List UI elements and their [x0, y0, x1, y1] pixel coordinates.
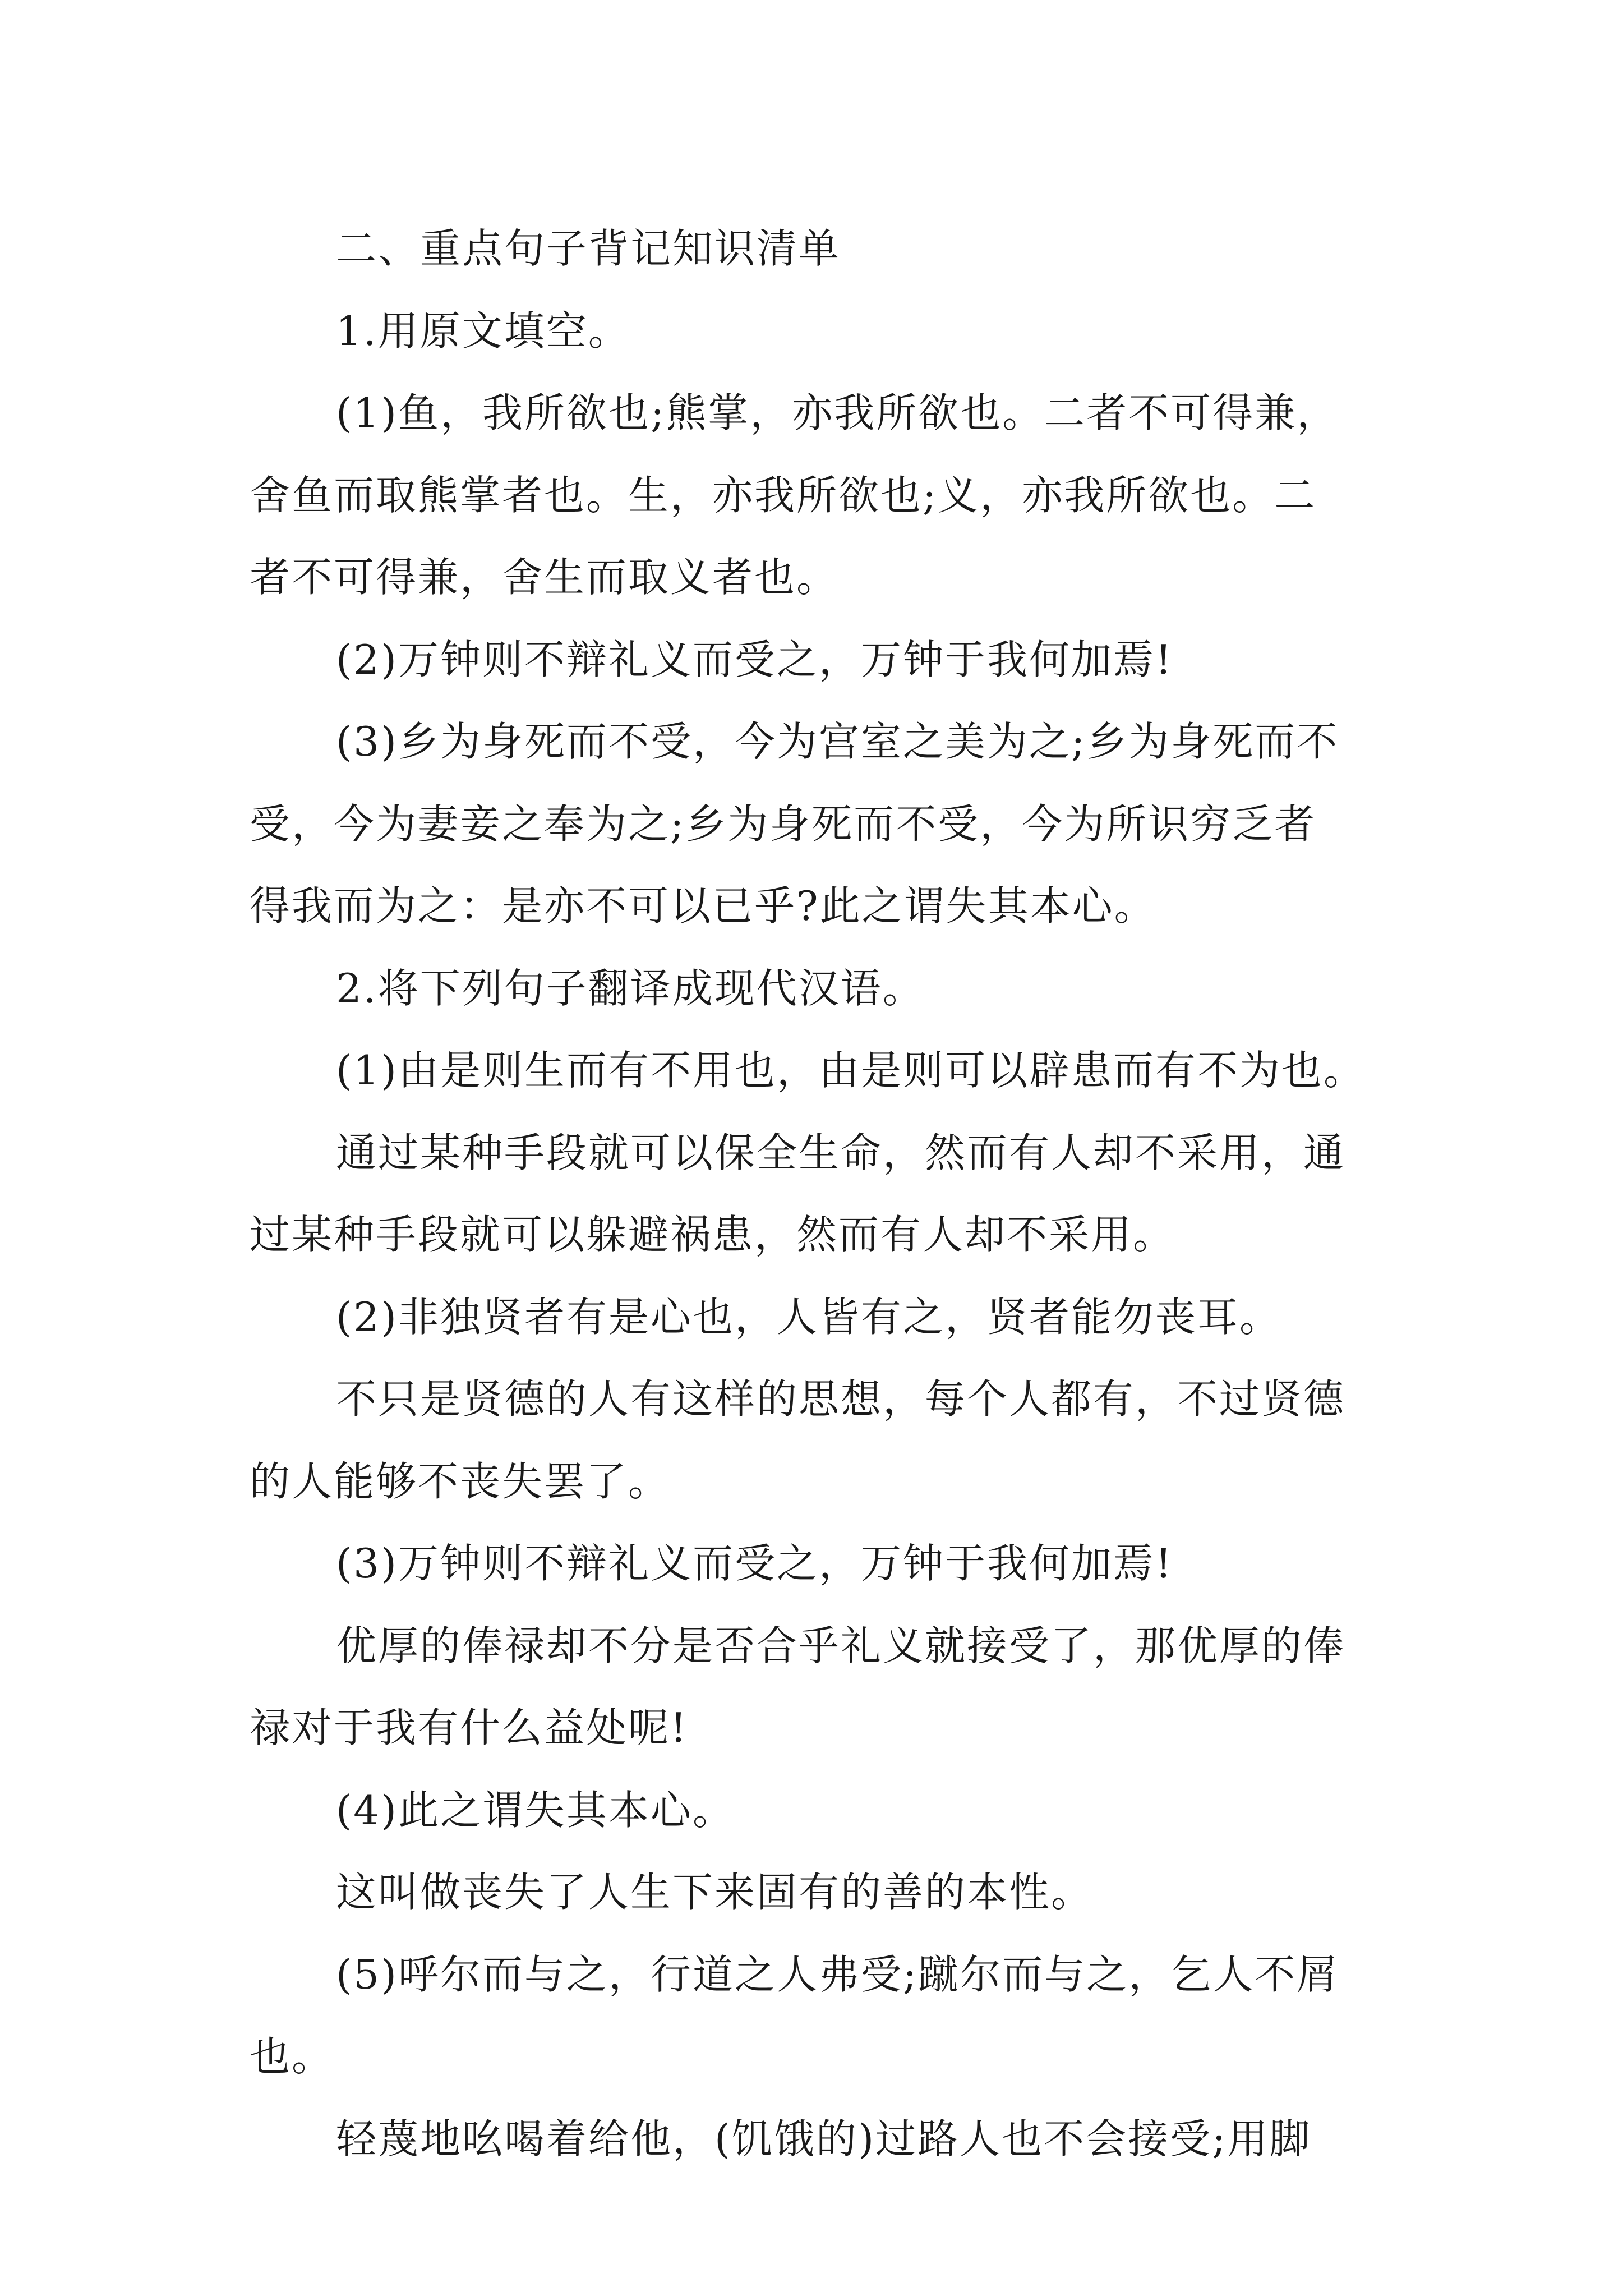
text-line: 者不可得兼，舍生而取义者也。 [250, 554, 839, 601]
document-page [250, 208, 1388, 2180]
translation-line: 这叫做丧失了人生下来固有的善的本性。 [336, 1869, 1094, 1916]
translation-line: 禄对于我有什么益处呢! [250, 1704, 688, 1751]
text-line: (4)此之谓失其本心。 [336, 1786, 735, 1834]
text-line: 也。 [250, 2033, 334, 2080]
text-line: 舍鱼而取熊掌者也。生，亦我所欲也;义，亦我所欲也。二 [250, 471, 1317, 519]
translation-line: 优厚的俸禄却不分是否合乎礼义就接受了，那优厚的俸 [336, 1622, 1346, 1669]
text-line: (3)万钟则不辩礼义而受之，万钟于我何加焉! [336, 1540, 1173, 1587]
text-line: (2)万钟则不辩礼义而受之，万钟于我何加焉! [336, 636, 1173, 683]
translation-line: 轻蔑地吆喝着给他，(饥饿的)过路人也不会接受;用脚 [336, 2115, 1312, 2162]
translation-line: 的人能够不丧失罢了。 [250, 1457, 671, 1505]
text-line: (1)鱼，我所欲也;熊掌，亦我所欲也。二者不可得兼， [336, 389, 1339, 436]
text-line: (5)呼尔而与之，行道之人弗受;蹴尔而与之，乞人不屑 [336, 1950, 1339, 1998]
translation-line: 不只是贤德的人有这样的思想，每个人都有，不过贤德 [336, 1375, 1346, 1423]
text-line: 得我而为之：是亦不可以已乎?此之谓失其本心。 [250, 882, 1156, 930]
text-line: (3)乡为身死而不受，今为宫室之美为之;乡为身死而不 [336, 718, 1339, 765]
exercise-heading-translate: 2.将下列句子翻译成现代汉语。 [336, 964, 925, 1012]
exercise-heading-fill-blank: 1.用原文填空。 [336, 307, 630, 355]
translation-line: 通过某种手段就可以保全生命，然而有人却不采用，通 [336, 1129, 1346, 1176]
text-line: 受，今为妻妾之奉为之;乡为身死而不受，今为所识穷乏者 [250, 800, 1317, 848]
text-line: (2)非独贤者有是心也，人皆有之，贤者能勿丧耳。 [336, 1293, 1281, 1341]
text-line: (1)由是则生而有不用也，由是则可以辟患而有不为也。 [336, 1047, 1366, 1094]
section-heading: 二、重点句子背记知识清单 [336, 225, 841, 272]
translation-line: 过某种手段就可以躲避祸患，然而有人却不采用。 [250, 1211, 1175, 1258]
